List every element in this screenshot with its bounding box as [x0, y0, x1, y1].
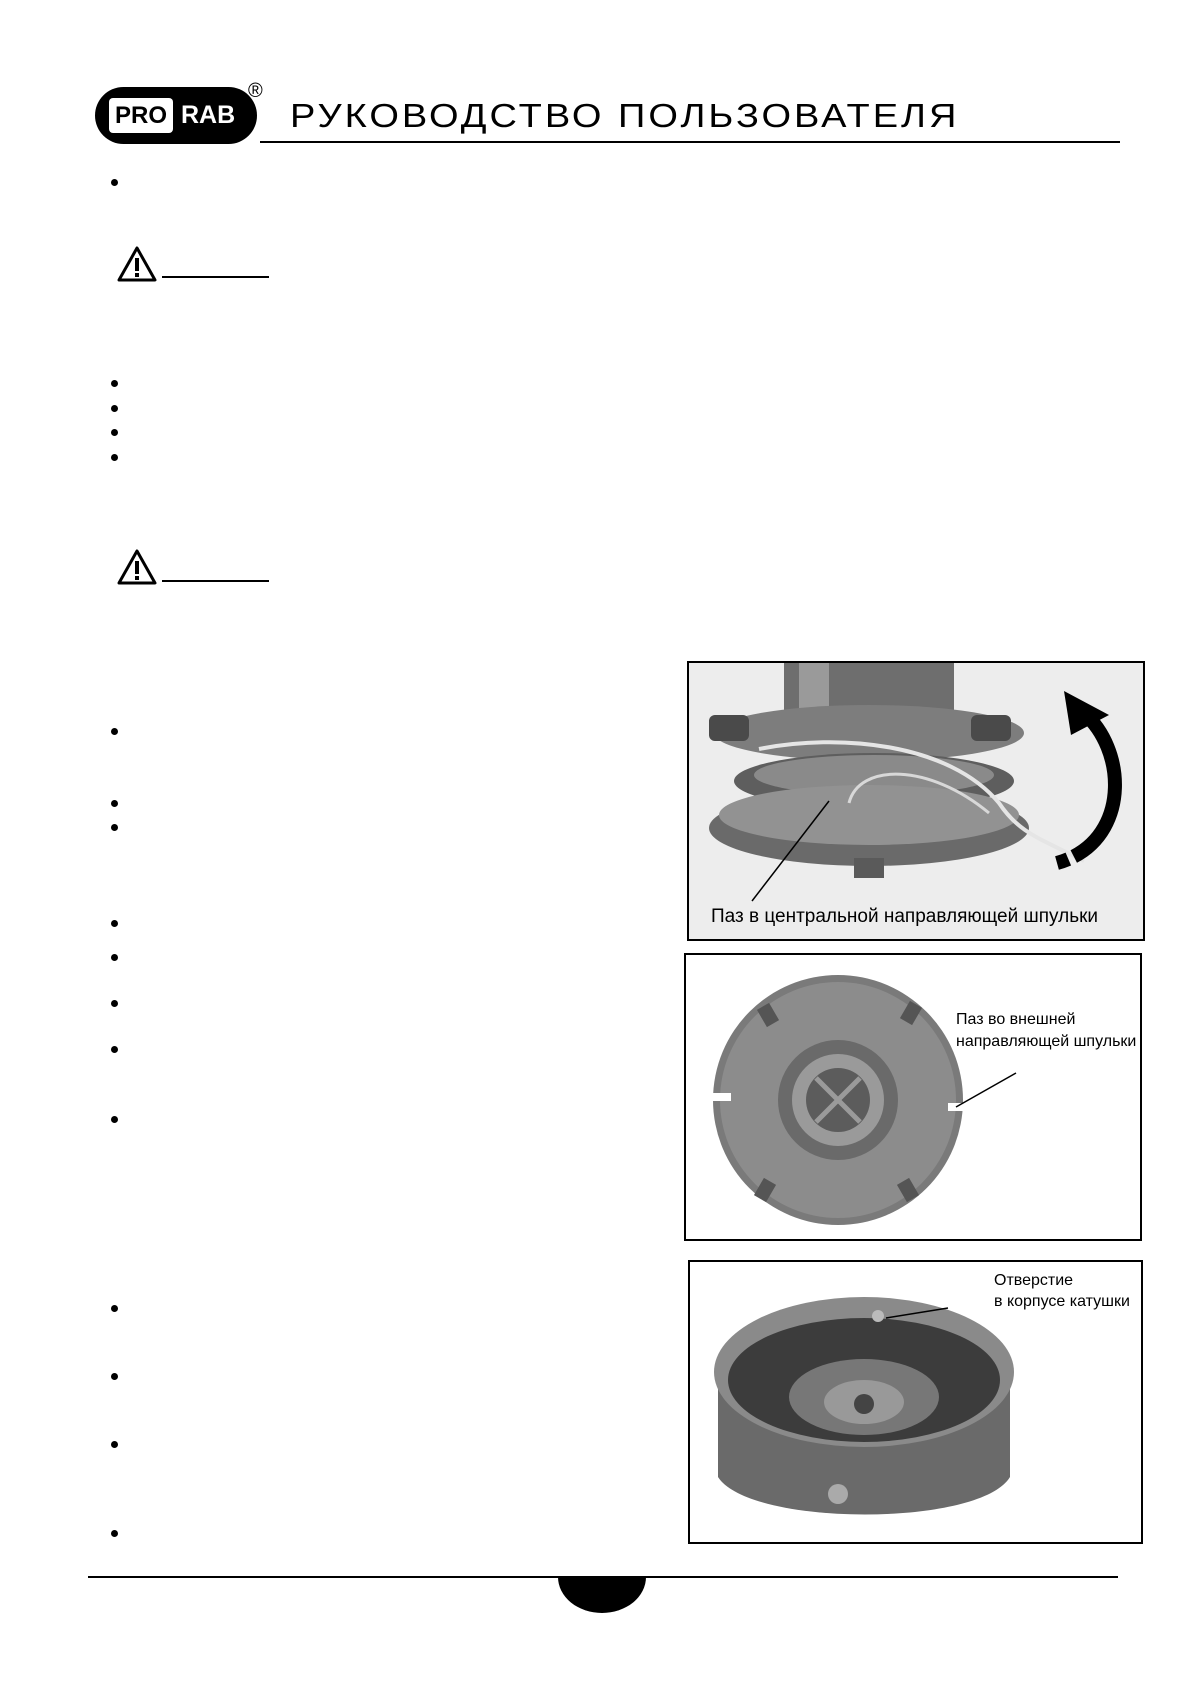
spool-photo	[689, 663, 1143, 939]
bullet-2	[111, 380, 118, 387]
figure-3-caption-line2: в корпусе катушки	[994, 1293, 1130, 1310]
bullet-8	[111, 824, 118, 831]
bullet-7	[111, 800, 118, 807]
logo-pro-text: PRO	[109, 98, 173, 133]
prorab-logo	[95, 87, 257, 144]
bullet-4	[111, 429, 118, 436]
bullet-3	[111, 405, 118, 412]
logo-rab-text: RAB	[181, 101, 236, 129]
bullet-10	[111, 954, 118, 961]
warning-triangle-icon	[117, 246, 157, 282]
bullet-9	[111, 920, 118, 927]
bullet-15	[111, 1373, 118, 1380]
warning-triangle-icon	[117, 549, 157, 585]
warning-underline	[162, 276, 269, 278]
spool-disc-photo	[686, 955, 1140, 1239]
figure-1-caption: Паз в центральной направляющей шпульки	[711, 906, 1099, 927]
bullet-11	[111, 1000, 118, 1007]
header-divider	[260, 141, 1120, 143]
figure-spool-center-groove	[687, 661, 1145, 941]
registered-mark: ®	[248, 80, 263, 102]
figure-2-caption-line2: направляющей шпульки	[956, 1033, 1137, 1050]
figure-spool-outer-groove	[684, 953, 1142, 1241]
bullet-12	[111, 1046, 118, 1053]
bullet-1	[111, 179, 118, 186]
page-title: РУКОВОДСТВО ПОЛЬЗОВАТЕЛЯ	[290, 98, 960, 135]
warning-underline	[162, 580, 269, 582]
figure-2-caption-line1: Паз во внешней	[956, 1011, 1076, 1028]
bullet-13	[111, 1116, 118, 1123]
page-number-badge	[558, 1577, 646, 1613]
bullet-6	[111, 728, 118, 735]
bullet-14	[111, 1305, 118, 1312]
figure-3-caption-line1: Отверстие	[994, 1272, 1074, 1289]
figure-spool-housing-hole	[688, 1260, 1143, 1544]
bullet-17	[111, 1530, 118, 1537]
bullet-5	[111, 454, 118, 461]
bullet-16	[111, 1441, 118, 1448]
